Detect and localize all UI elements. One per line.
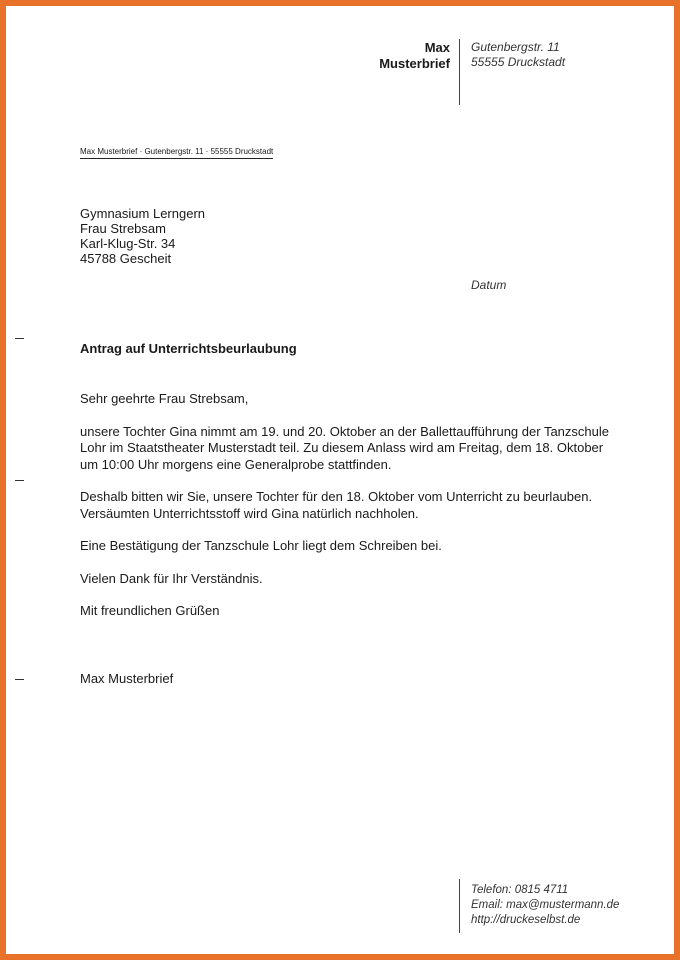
footer-phone: Telefon: 0815 4711 (471, 884, 569, 896)
header-divider (459, 39, 460, 105)
signature: Max Musterbrief (80, 671, 174, 686)
recipient-address (80, 206, 205, 266)
footer-divider (459, 879, 460, 933)
recipient-line2: Frau Strebsam (80, 221, 166, 236)
footer-contact (471, 883, 619, 928)
closing: Mit freundlichen Grüßen (80, 603, 220, 618)
letter-page (6, 6, 674, 954)
recipient-line4: 45788 Gescheit (80, 251, 172, 266)
paragraph-3: Eine Bestätigung der Tanzschule Lohr liegt dem Schreiben bei. (80, 538, 442, 553)
salutation: Sehr geehrte Frau Strebsam, (80, 391, 249, 406)
paragraph-2: Deshalb bitten wir Sie, unsere Tochter für den 18. Oktober vom Unterricht zu beurlauben. Versäumten Unterrichtsstoff wird Gina natürlich nachholen. (80, 489, 593, 521)
return-address-line: Max Musterbrief · Gutenbergstr. 11 · 55555 Druckstadt (80, 147, 273, 159)
paragraph-1: unsere Tochter Gina nimmt am 19. und 20. Oktober an der Ballettaufführung der Tanzschule Lohr im Staatstheater Musterstadt teil. Zu diesem Anlass wird am Freitag, dem 18. Oktober um 10:00 Uhr morgens eine Generalprobe stattfinden. (80, 423, 609, 472)
sender-address (471, 40, 565, 70)
recipient-line3: Karl-Klug-Str. 34 (80, 236, 176, 251)
footer-web: http://druckeselbst.de (471, 914, 581, 926)
footer-email: Email: max@mustermann.de (471, 899, 620, 911)
sender-city: 55555 Druckstadt (471, 55, 566, 69)
sender-street: Gutenbergstr. 11 (471, 40, 560, 54)
sender-name (379, 40, 450, 72)
fold-mark-bottom (15, 679, 24, 680)
fold-mark-top (15, 338, 24, 339)
letter-body (80, 391, 620, 636)
sender-name-line1: Max (424, 40, 450, 55)
sender-name-line2: Musterbrief (379, 56, 450, 71)
recipient-line1: Gymnasium Lerngern (80, 206, 205, 221)
date-field: Datum (471, 278, 507, 292)
subject-line: Antrag auf Unterrichtsbeurlaubung (80, 341, 297, 356)
paragraph-4: Vielen Dank für Ihr Verständnis. (80, 570, 263, 586)
punch-mark (15, 480, 24, 481)
